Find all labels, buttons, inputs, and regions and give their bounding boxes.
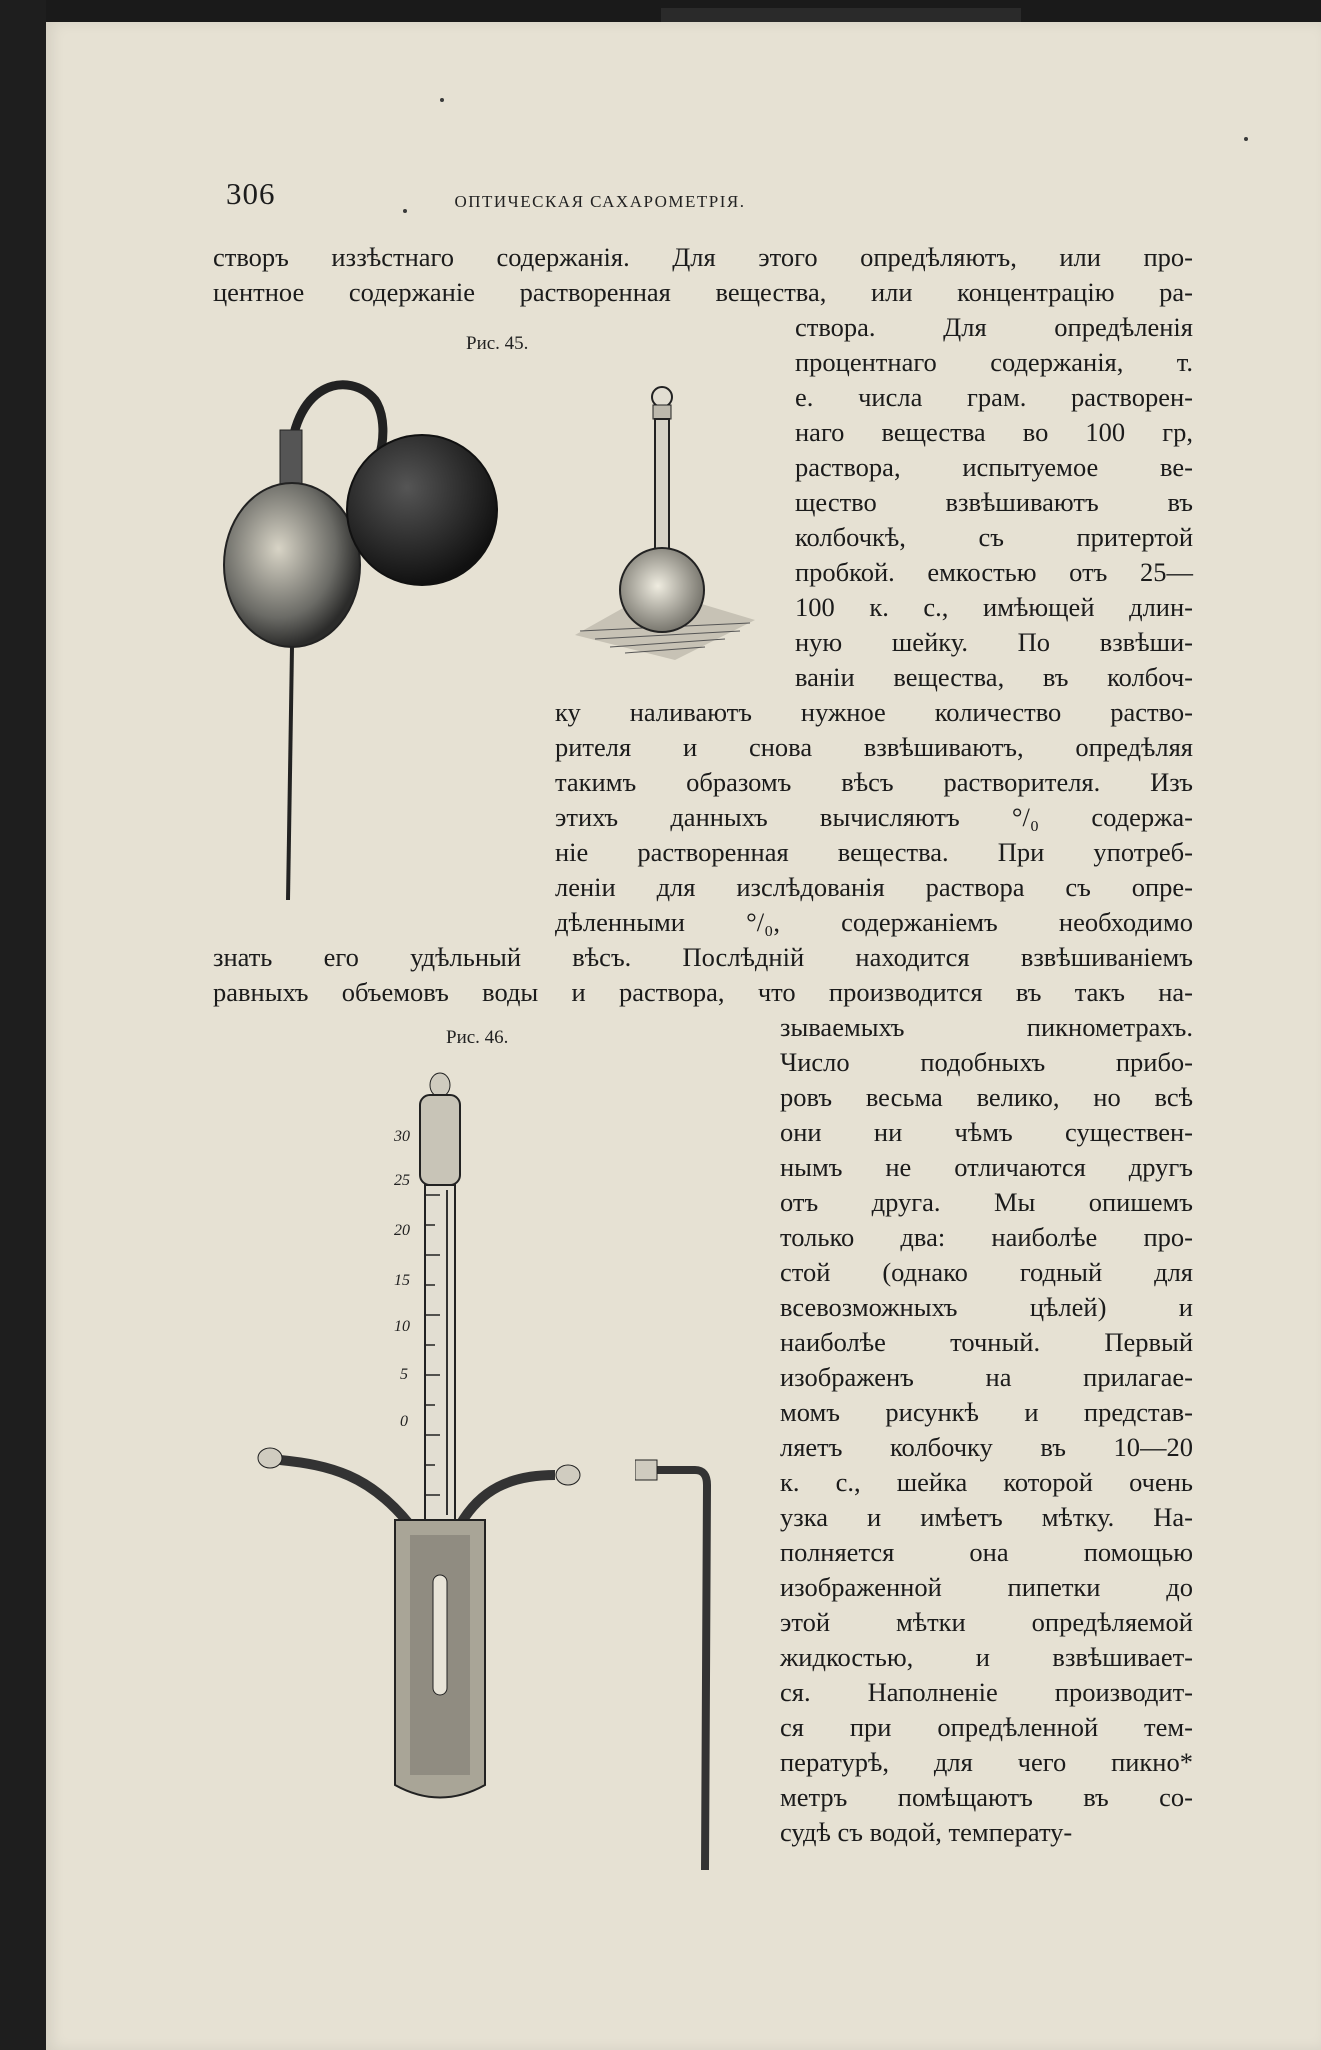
text-line: центное содержаніе растворенная вещества, или концентрацію ра- xyxy=(213,277,1193,307)
text-line: изображенъ на прилагае- xyxy=(780,1362,1193,1392)
text-line: судѣ съ водой, температу- xyxy=(780,1817,1073,1847)
text-line: пературѣ, для чего пикно* xyxy=(780,1747,1193,1777)
text-line: щество взвѣшиваютъ въ xyxy=(795,487,1193,517)
text-line: наго вещества во 100 гр, xyxy=(795,417,1193,447)
text-line: ку наливаютъ нужное количество раство- xyxy=(555,697,1193,727)
text-line: такимъ образомъ вѣсъ растворителя. Изъ xyxy=(555,767,1193,797)
text-line: створъ иззѣстнаго содержанія. Для этого опредѣляютъ, или про- xyxy=(213,242,1193,272)
text-line: ляетъ колбочку въ 10—20 xyxy=(780,1432,1193,1462)
figure-46-bent-pipette-illustration xyxy=(635,1455,715,1875)
figure-46-pycnometer-illustration xyxy=(250,1065,590,1815)
text-line: ровъ весьма велико, но всѣ xyxy=(780,1082,1193,1112)
text-line: створа. Для опредѣленія xyxy=(795,312,1193,342)
text-line: раствора, испытуемое ве- xyxy=(795,452,1193,482)
text-line: изображенной пипетки до xyxy=(780,1572,1193,1602)
scale-label-10: 10 xyxy=(394,1318,410,1335)
text-line: они ни чѣмъ существен- xyxy=(780,1117,1193,1147)
scan-speck xyxy=(403,209,407,213)
text-line: ся. Наполненіе производит- xyxy=(780,1677,1193,1707)
text-line: дѣленными °/₀, содержаніемъ необходимо xyxy=(555,907,1193,937)
text-line: момъ рисункѣ и представ- xyxy=(780,1397,1193,1427)
scale-label-30: 30 xyxy=(394,1128,410,1145)
scale-label-15: 15 xyxy=(394,1272,410,1289)
text-line: е. числа грам. растворен- xyxy=(795,382,1193,412)
scale-label-0: 0 xyxy=(400,1413,408,1430)
text-line: наиболѣе точный. Первый xyxy=(780,1327,1193,1357)
scan-speck xyxy=(1244,137,1248,141)
text-line: стой (однако годный для xyxy=(780,1257,1193,1287)
figure-45-flask-illustration xyxy=(565,385,765,660)
text-line: колбочкѣ, съ притертой xyxy=(795,522,1193,552)
text-line: равныхъ объемовъ воды и раствора, что производится въ такъ на- xyxy=(213,977,1193,1007)
text-line: этой мѣтки опредѣляемой xyxy=(780,1607,1193,1637)
text-line: метръ помѣщаютъ въ со- xyxy=(780,1782,1193,1812)
figure-45-pipette-illustration xyxy=(210,360,510,910)
text-line: этихъ данныхъ вычисляютъ °/₀ содержа- xyxy=(555,802,1193,832)
text-line: ную шейку. По взвѣши- xyxy=(795,627,1193,657)
scale-label-5: 5 xyxy=(400,1366,408,1383)
text-line: 100 к. с., имѣющей длин- xyxy=(795,592,1193,622)
text-line: процентнаго содержанія, т. xyxy=(795,347,1193,377)
text-line: жидкостью, и взвѣшивает- xyxy=(780,1642,1193,1672)
text-line: нымъ не отличаются другъ xyxy=(780,1152,1193,1182)
text-line: ваніи вещества, въ колбоч- xyxy=(795,662,1193,692)
scan-speck xyxy=(440,98,444,102)
text-line: рителя и снова взвѣшиваютъ, опредѣляя xyxy=(555,732,1193,762)
text-line: пробкой. емкостью отъ 25— xyxy=(795,557,1193,587)
text-line: Число подобныхъ прибо- xyxy=(780,1047,1193,1077)
text-line: только два: наиболѣе про- xyxy=(780,1222,1193,1252)
text-line: узка и имѣетъ мѣтку. На- xyxy=(780,1502,1193,1532)
scale-label-25: 25 xyxy=(394,1172,410,1189)
text-line: леніи для изслѣдованія раствора съ опре- xyxy=(555,872,1193,902)
running-head: ОПТИЧЕСКАЯ САХАРОМЕТРІЯ. xyxy=(454,192,746,211)
figure-45-caption: Рис. 45. xyxy=(466,333,529,354)
text-line: к. с., шейка которой очень xyxy=(780,1467,1193,1497)
scan-top-edge xyxy=(46,0,1321,24)
text-line: ся при опредѣленной тем- xyxy=(780,1712,1193,1742)
text-line: отъ друга. Мы опишемъ xyxy=(780,1187,1193,1217)
figure-46-caption: Рис. 46. xyxy=(446,1027,509,1048)
text-line: ніе растворенная вещества. При употреб- xyxy=(555,837,1193,867)
text-line: зываемыхъ пикнометрахъ. xyxy=(780,1012,1193,1042)
page-number: 306 xyxy=(226,176,276,211)
text-line: всевозможныхъ цѣлей) и xyxy=(780,1292,1193,1322)
text-line: знать его удѣльный вѣсъ. Послѣдній находится взвѣшиваніемъ xyxy=(213,942,1193,972)
text-line: полняется она помощью xyxy=(780,1537,1193,1567)
scale-label-20: 20 xyxy=(394,1222,410,1239)
